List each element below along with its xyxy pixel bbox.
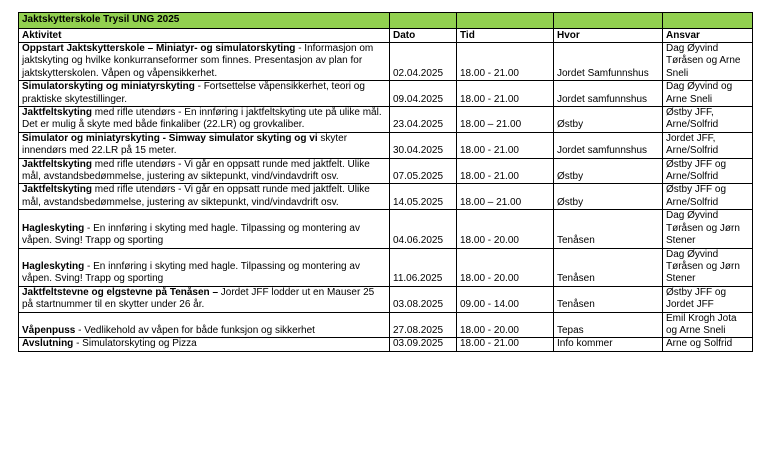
cell-hvor: Tenåsen bbox=[554, 210, 663, 248]
cell-aktivitet bbox=[19, 132, 390, 158]
cell-aktivitet bbox=[19, 210, 390, 248]
activity-name: Oppstart Jaktskytterskole – Miniatyr- og simulatorskyting bbox=[22, 43, 296, 54]
cell-ansvar: Dag Øyvind Tøråsen og Jørn Stener bbox=[663, 248, 753, 286]
table-row bbox=[19, 132, 753, 158]
cell-ansvar: Østby JFF og Arne/Solfrid bbox=[663, 158, 753, 184]
activity-description: med rifle utendørs - Vi går en oppsatt runde med jaktfelt. Ulike mål, avstandsbedømmelse, justering av siktepunkt, vind/vindavdrift osv. bbox=[22, 158, 370, 183]
header-tid: Tid bbox=[457, 29, 554, 43]
table-row bbox=[19, 338, 753, 351]
table-row bbox=[19, 43, 753, 81]
cell-aktivitet bbox=[19, 81, 390, 107]
activity-description: - En innføring i skyting med hagle. Tilpassing og montering av våpen. Sving! Trapp og sporting bbox=[22, 222, 360, 247]
activity-name: Våpenpuss bbox=[22, 324, 76, 336]
activity-name: Jaktfeltskyting bbox=[22, 158, 93, 170]
activity-name: Avslutning bbox=[22, 338, 74, 350]
cell-hvor: Jordet Samfunnshus bbox=[554, 43, 663, 81]
table-row bbox=[19, 312, 753, 338]
title-cell-empty bbox=[457, 13, 554, 29]
cell-aktivitet bbox=[19, 286, 390, 312]
cell-dato: 23.04.2025 bbox=[390, 107, 457, 133]
activity-description: - Simulatorskyting og Pizza bbox=[73, 338, 197, 350]
activity-name: Jaktfeltskyting bbox=[22, 107, 93, 119]
activity-name: Jaktfeltstevne og elgstevne på Tenåsen – bbox=[22, 286, 219, 298]
cell-tid: 18.00 - 20.00 bbox=[457, 210, 554, 248]
header-dato: Dato bbox=[390, 29, 457, 43]
activity-description: med rifle utendørs - Vi går en oppsatt runde med jaktfelt. Ulike mål, avstandsbedømmelse, justering av siktepunkt, vind/vindavdrift osv. bbox=[22, 184, 370, 208]
cell-hvor: Tenåsen bbox=[554, 248, 663, 286]
cell-ansvar: Østby JFF og Arne/Solfrid bbox=[663, 184, 753, 210]
cell-ansvar: Jordet JFF, Arne/Solfrid bbox=[663, 132, 753, 158]
cell-hvor: Tenåsen bbox=[554, 286, 663, 312]
cell-hvor: Østby bbox=[554, 158, 663, 184]
activity-description: - Vedlikehold av våpen for både funksjon og sikkerhet bbox=[75, 324, 315, 336]
title-row bbox=[19, 13, 753, 29]
cell-dato: 04.06.2025 bbox=[390, 210, 457, 248]
cell-aktivitet bbox=[19, 43, 390, 81]
cell-dato: 07.05.2025 bbox=[390, 158, 457, 184]
cell-dato: 02.04.2025 bbox=[390, 43, 457, 81]
header-aktivitet: Aktivitet bbox=[19, 29, 390, 43]
cell-ansvar: Arne og Solfrid bbox=[663, 338, 753, 351]
cell-dato: 11.06.2025 bbox=[390, 248, 457, 286]
table-row bbox=[19, 158, 753, 184]
cell-aktivitet bbox=[19, 107, 390, 133]
cell-ansvar: Emil Krogh Jota og Arne Sneli bbox=[663, 312, 753, 338]
activity-description: med rifle utendørs - En innføring i jaktfeltskyting ute på ulike mål. Det er mulig å skyte med både finkaliber (22.LR) og grovkaliber. bbox=[22, 107, 382, 131]
table-row bbox=[19, 286, 753, 312]
activity-description: skyter innendørs med 22.LR på 15 meter. bbox=[22, 132, 348, 157]
schedule-table bbox=[18, 12, 753, 352]
table-row bbox=[19, 107, 753, 133]
cell-dato: 30.04.2025 bbox=[390, 132, 457, 158]
header-ansvar: Ansvar bbox=[663, 29, 753, 43]
activity-name: Simulator og miniatyrskyting - Simway simulator skyting og vi bbox=[22, 132, 318, 144]
cell-dato: 27.08.2025 bbox=[390, 312, 457, 338]
activity-description: Jordet JFF lodder ut en Mauser 25 på startnummer til en skytter under 26 år. bbox=[22, 286, 375, 311]
cell-tid: 18.00 - 21.00 bbox=[457, 132, 554, 158]
table-row bbox=[19, 184, 753, 210]
cell-hvor: Jordet samfunnshus bbox=[554, 81, 663, 107]
cell-hvor: Tepas bbox=[554, 312, 663, 338]
cell-tid: 18.00 – 21.00 bbox=[457, 184, 554, 210]
cell-tid: 18.00 - 21.00 bbox=[457, 338, 554, 351]
header-hvor: Hvor bbox=[554, 29, 663, 43]
cell-aktivitet bbox=[19, 184, 390, 210]
cell-ansvar: Dag Øyvind Tøråsen og Jørn Stener bbox=[663, 210, 753, 248]
cell-aktivitet bbox=[19, 338, 390, 351]
cell-tid: 09.00 - 14.00 bbox=[457, 286, 554, 312]
cell-dato: 03.08.2025 bbox=[390, 286, 457, 312]
cell-hvor: Østby bbox=[554, 184, 663, 210]
activity-name: Hagleskyting bbox=[22, 260, 85, 272]
cell-ansvar: Dag Øyvind Tøråsen og Arne Sneli bbox=[663, 43, 753, 81]
cell-aktivitet bbox=[19, 248, 390, 286]
activity-description: - En innføring i skyting med hagle. Tilpassing og montering av våpen. Sving! Trapp og sporting bbox=[22, 260, 360, 285]
activity-name: Jaktfeltskyting bbox=[22, 184, 93, 196]
cell-dato: 03.09.2025 bbox=[390, 338, 457, 351]
cell-aktivitet bbox=[19, 158, 390, 184]
header-row bbox=[19, 29, 753, 43]
cell-ansvar: Østby JFF, Arne/Solfrid bbox=[663, 107, 753, 133]
cell-tid: 18.00 - 21.00 bbox=[457, 43, 554, 81]
table-title: Jaktskytterskole Trysil UNG 2025 bbox=[19, 13, 390, 29]
cell-tid: 18.00 - 21.00 bbox=[457, 158, 554, 184]
table-row bbox=[19, 248, 753, 286]
activity-description: - Informasjon om jaktskyting og hvilke konkurranseformer som finnes. Presentasjon av plan for jaktskytterskolen. Våpen og våpensikkerhet. bbox=[22, 43, 374, 79]
cell-aktivitet bbox=[19, 312, 390, 338]
cell-dato: 09.04.2025 bbox=[390, 81, 457, 107]
cell-hvor: Info kommer bbox=[554, 338, 663, 351]
title-cell-empty bbox=[663, 13, 753, 29]
table-row bbox=[19, 81, 753, 107]
table-row bbox=[19, 210, 753, 248]
activity-name: Hagleskyting bbox=[22, 222, 85, 234]
title-cell-empty bbox=[390, 13, 457, 29]
cell-dato: 14.05.2025 bbox=[390, 184, 457, 210]
cell-tid: 18.00 - 21.00 bbox=[457, 81, 554, 107]
cell-hvor: Østby bbox=[554, 107, 663, 133]
schedule-sheet bbox=[18, 12, 752, 352]
activity-description: - Fortsettelse våpensikkerhet, teori og praktiske skytestillinger. bbox=[22, 81, 365, 105]
cell-ansvar: Østby JFF og Jordet JFF bbox=[663, 286, 753, 312]
cell-hvor: Jordet samfunnshus bbox=[554, 132, 663, 158]
cell-tid: 18.00 - 20.00 bbox=[457, 248, 554, 286]
title-cell-empty bbox=[554, 13, 663, 29]
cell-ansvar: Dag Øyvind og Arne Sneli bbox=[663, 81, 753, 107]
cell-tid: 18.00 - 20.00 bbox=[457, 312, 554, 338]
cell-tid: 18.00 – 21.00 bbox=[457, 107, 554, 133]
activity-name: Simulatorskyting og miniatyrskyting bbox=[22, 81, 195, 93]
